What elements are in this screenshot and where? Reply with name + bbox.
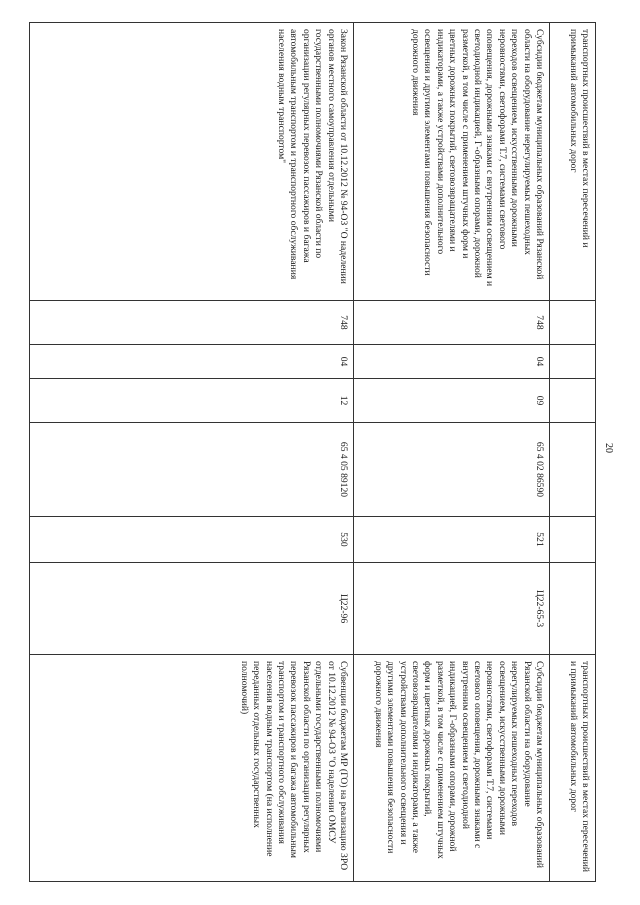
- table-cell-code: 04: [30, 344, 353, 378]
- table-cell-code: [549, 344, 595, 378]
- table-cell-code: 748: [353, 300, 549, 344]
- table-cell-code: 04: [353, 344, 549, 378]
- table-cell-code: [549, 422, 595, 516]
- table-cell-right-text: Субсидии бюджетам муниципальных образований Рязанской области на оборудование нерегулируемых пешеходных переходов освещением, искусственными дорожными неровностями, светофорами Т.7, системами светового оповещения, дорожными знаками с внутренним освещением и светодиодной индикацией, Г-образными опорами, дорожной разметкой, в том числе с применением штучных форм и цветных дорожных покрытий, световозвращателями и индикаторами, а также устройствами дополнительного освещения и другими элементами повышения безопасности дорожного движения: [353, 654, 549, 882]
- budget-table: [31, 22, 596, 882]
- table-row: [29, 22, 354, 882]
- table-cell-left-text: Закон Рязанской области от 10.12.2012 № 94-ОЗ "О наделении органов местного самоуправления отдельными государственными полномочиями Рязанской области по организации регулярных перевозок пассажиров и багажа автомобильным транспортом и транспортного обслуживания населения водным транспортом": [30, 22, 353, 300]
- table-cell-code: 65 4 02 86590: [353, 422, 549, 516]
- table-cell-left-text: Субсидии бюджетам муниципальных образований Рязанской области на оборудование нерегулируемых пешеходных переходов освещением, искусственными дорожными неровностями, светофорами Т.7, системами светового оповещения, дорожными знаками с внутренним освещением и светодиодной индикацией, Г-образными опорами, дорожной разметкой, в том числе с применением штучных форм и цветных дорожных покрытий, световозвращателями и индикаторами, а также устройствами дополнительного освещения и другими элементами повышения безопасности дорожного движения: [353, 22, 549, 300]
- table-row: [353, 22, 550, 882]
- table-cell-code: [549, 378, 595, 422]
- page-number: 20: [603, 443, 614, 453]
- table-cell-code: [549, 562, 595, 654]
- table-cell-left-text: транспортных происшествий в местах пересечений и примыканий автомобильных дорог: [549, 22, 595, 300]
- table-cell-code: 09: [353, 378, 549, 422]
- table-cell-code: 530: [30, 516, 353, 562]
- table-row: [549, 22, 596, 882]
- table-cell-code: 521: [353, 516, 549, 562]
- table-cell-code: [549, 300, 595, 344]
- table-cell-code: 748: [30, 300, 353, 344]
- table-cell-code: 12: [30, 378, 353, 422]
- table-cell-code: [549, 516, 595, 562]
- table-cell-code: 65 4 05 89120: [30, 422, 353, 516]
- table-cell-right-text: транспортных происшествий в местах пересечений и примыканий автомобильных дорог: [549, 654, 595, 882]
- table-cell-code: Ц22-96: [30, 562, 353, 654]
- table-cell-code: Ц22-65-3: [353, 562, 549, 654]
- table-cell-right-text: Субвенции бюджетам МР (ГО) на реализацию ЗРО от 10.12.2012 № 94-ОЗ "О наделении ОМСУ отдельными государственными полномочиями Рязанской области по организации регулярных перевозок пассажиров и багажа автомобильным транспортом и транспортного обслуживания населения водным транспортом (на исполнение переданных отдельных государственных полномочий): [30, 654, 353, 882]
